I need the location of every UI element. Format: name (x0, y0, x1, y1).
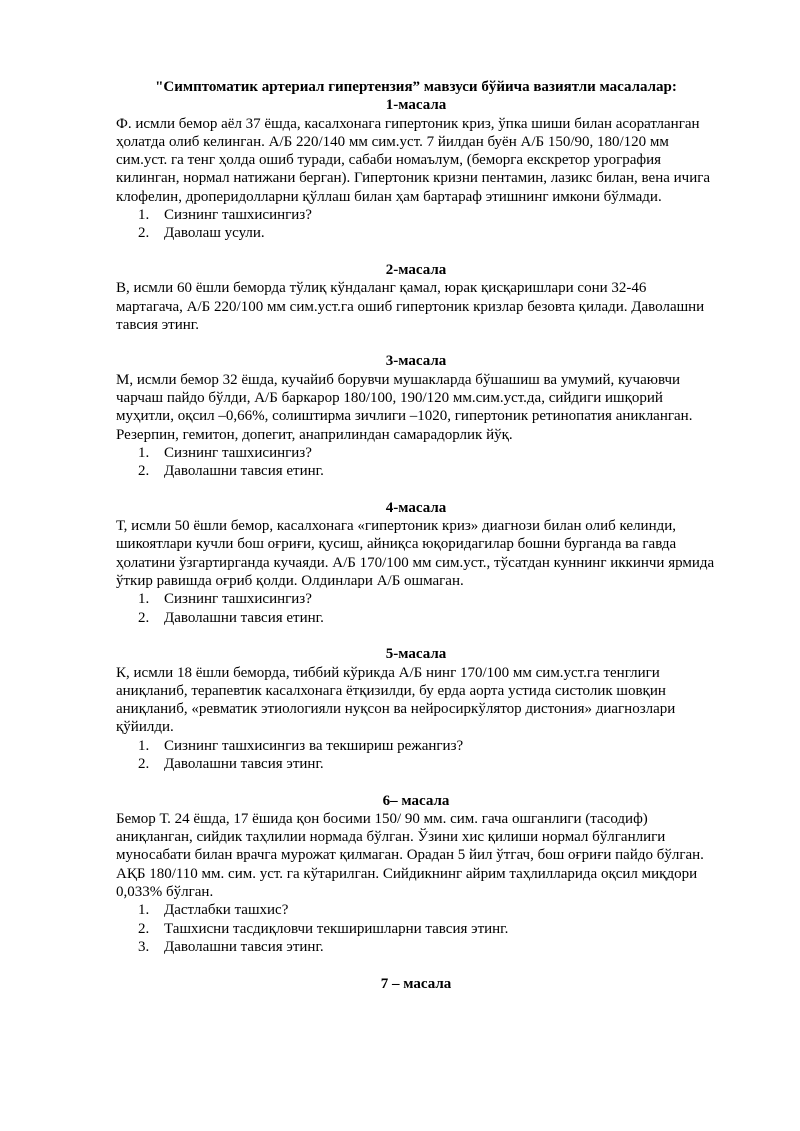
case-spacer (116, 956, 716, 974)
question-number: 2. (138, 225, 150, 242)
question-list (116, 206, 716, 243)
question-text: Даволашни тавсия этинг. (164, 755, 324, 772)
question-text: Дастлабки ташхис? (164, 902, 289, 919)
case-title: 6– масала (382, 792, 450, 809)
case-spacer (116, 243, 716, 261)
case-section (116, 352, 716, 480)
case-spacer (116, 773, 716, 791)
question-item (116, 755, 716, 773)
question-item (116, 737, 716, 755)
case-section (116, 645, 716, 773)
question-text: Даволаш усули. (164, 225, 265, 242)
case-title: 3-масала (385, 353, 447, 370)
case-text: В, исмли 60 ёшли беморда тўлиқ кўндаланг қамал, юрак қисқаришлари сони 32-46 мартагача, А/Б 220/100 мм сим.уст.га ошиб гипертоник кризлар безовта қилади. Даволашни тавсия этинг. (116, 280, 705, 333)
question-item (116, 444, 716, 462)
case-title: 4-масала (385, 499, 447, 516)
question-item (116, 462, 716, 480)
question-item (116, 206, 716, 224)
document-title: "Симптоматик артериал гипертензия” мавзуси бўйича вазиятли масалалар: (155, 79, 677, 95)
case-spacer (116, 627, 716, 645)
case-text: М, исмли бемор 32 ёшда, кучайиб борувчи мушакларда бўшашиш ва умумий, кучаювчи чарчаш пайдо бўлди, А/Б баркарор 180/100, 190/120 мм.сим.уст.да, сийдиги ишқорий муҳитли, оқсил –0,66%, солиштирма зичлиги –1020, гипертоник ретинопатия аникланган. Резерпин, гемитон, допегит, анаприлиндан самарадорлик йўқ. (116, 371, 693, 443)
question-item (116, 224, 716, 242)
document-content (116, 78, 716, 993)
question-text: Сизнинг ташхисингиз? (164, 444, 312, 461)
question-list (116, 737, 716, 774)
question-number: 1. (138, 207, 150, 224)
question-text: Сизнинг ташхисингиз? (164, 207, 312, 224)
question-text: Сизнинг ташхисингиз? (164, 591, 312, 608)
case-section (116, 96, 716, 242)
case-section (116, 975, 716, 993)
question-number: 2. (138, 609, 150, 626)
question-item (116, 938, 716, 956)
question-item (116, 920, 716, 938)
case-title: 1-масала (385, 97, 447, 114)
case-section (116, 499, 716, 627)
question-number: 1. (138, 737, 150, 754)
case-title: 7 – масала (380, 975, 452, 992)
case-text: Бемор Т. 24 ёшда, 17 ёшида қон босими 150/ 90 мм. сим. гача ошганлиги (тасодиф) аниқланган, сийдик таҳлилии нормада бўлган. Ўзини хис қилиши нормал бўлганлиги муносабати билан врачга мурожат қилмаган. Орадан 5 йил ўтгач, бош оғриғи пайдо бўлган. АҚБ 180/110 мм. сим. уст. га кўтарилган. Сийдикнинг айрим таҳлилларида оқсил миқдори 0,033% бўлган. (116, 810, 704, 901)
case-text: Ф. исмли бемор аёл 37 ёшда, касалхонага гипертоник криз, ўпка шиши билан асоратланган ҳолатда олиб келинган. А/Б 220/140 мм сим.уст. 7 йилдан буён А/Б 150/90, 180/120 мм сим.уст. га тенг ҳолда ошиб туради, сабаби номаълум, (беморга екскретор урография килинган, нормал натижани берган). Гипертоник кризни пентамин, лазикс билан, вена ичига клофелин, дроперидолларни қўллаш билан ҳам бартараф этишнинг имкони бўлмади. (116, 115, 711, 205)
question-text: Ташхисни тасдиқловчи текширишларни тавсия этинг. (164, 920, 509, 937)
question-number: 1. (138, 591, 150, 608)
case-text: Т, исмли 50 ёшли бемор, касалхонага «гипертоник криз» диагнози билан олиб келинди, шикоятлари кучли бош оғриғи, қусиш, айниқса юқоридагилар бошни бурганда ва гавда ҳолатини ўзгартирганда кучаяди. А/Б 170/100 мм сим.уст., тўсатдан куннинг иккинчи ярмида ўткир равишда оғриб қолди. Олдинлари А/Б ошмаган. (116, 518, 715, 590)
question-list (116, 444, 716, 481)
question-item (116, 609, 716, 627)
case-section (116, 792, 716, 957)
question-number: 3. (138, 938, 150, 955)
question-number: 2. (138, 920, 150, 937)
question-list (116, 590, 716, 627)
question-number: 1. (138, 902, 150, 919)
question-number: 2. (138, 463, 150, 480)
case-spacer (116, 334, 716, 352)
question-text: Даволашни тавсия етинг. (164, 463, 324, 480)
case-title: 5-масала (385, 646, 447, 663)
question-text: Даволашни тавсия этинг. (164, 938, 324, 955)
case-spacer (116, 481, 716, 499)
question-list (116, 901, 716, 956)
case-list (116, 96, 716, 993)
case-title: 2-масала (385, 261, 447, 278)
question-text: Сизнинг ташхисингиз ва текшириш режангиз? (164, 737, 464, 754)
case-text: К, исмли 18 ёшли беморда, тиббий кўрикда А/Б нинг 170/100 мм сим.уст.га тенглиги аниқланиб, терапевтик касалхонага ётқизилди, бу ерда аорта устида систолик шовқин аниқланиб, «ревматик этиологияли нуқсон ва нейросиркўлятор дистония» диагнозлари қўйилди. (116, 664, 676, 736)
case-section (116, 261, 716, 334)
question-text: Даволашни тавсия етинг. (164, 609, 324, 626)
question-item (116, 901, 716, 919)
question-number: 2. (138, 755, 150, 772)
question-number: 1. (138, 444, 150, 461)
question-item (116, 590, 716, 608)
